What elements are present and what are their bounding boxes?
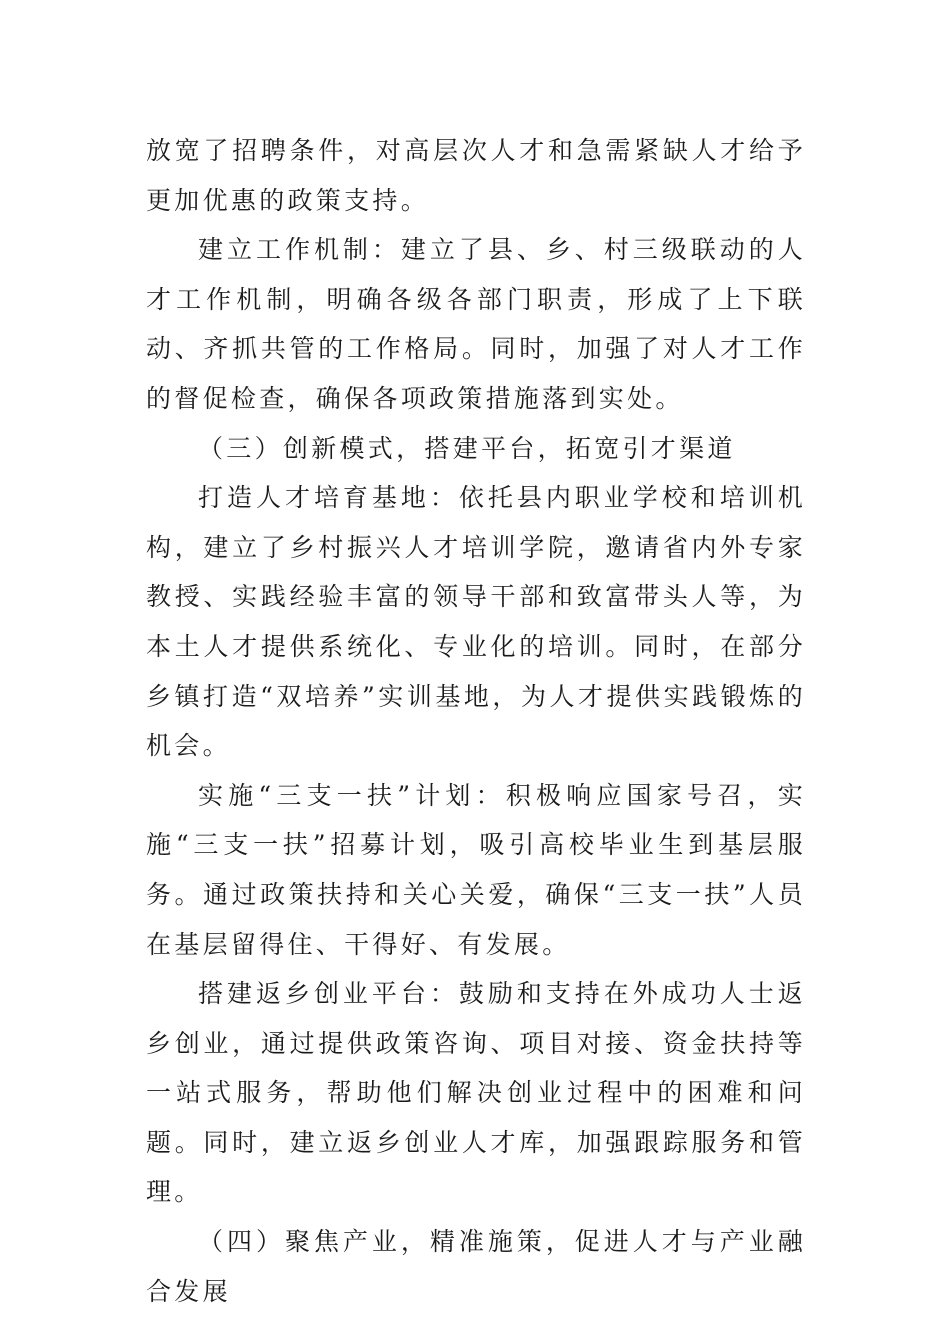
document-body bbox=[146, 126, 806, 1316]
paragraph-three-supports: 实施“三支一扶”计划：积极响应国家号召，实施“三支一扶”招募计划，吸引高校毕业生到基层服务。通过政策扶持和关心关爱，确保“三支一扶”人员在基层留得住、干得好、有发展。 bbox=[146, 780, 806, 959]
paragraph-work-mechanism: 建立工作机制：建立了县、乡、村三级联动的人才工作机制，明确各级各部门职责，形成了上下联动、齐抓共管的工作格局。同时，加强了对人才工作的督促检查，确保各项政策措施落到实处。 bbox=[146, 235, 806, 413]
section-heading-three: （三）创新模式，搭建平台，拓宽引才渠道 bbox=[198, 433, 736, 463]
paragraph-training-base: 打造人才培育基地：依托县内职业学校和培训机构，建立了乡村振兴人才培训学院，邀请省内外专家教授、实践经验丰富的领导干部和致富带头人等，为本土人才提供系统化、专业化的培训。同时，在部分乡镇打造“双培养”实训基地，为人才提供实践锻炼的机会。 bbox=[146, 483, 806, 761]
paragraph-continuation: 放宽了招聘条件，对高层次人才和急需紧缺人才给予更加优惠的政策支持。 bbox=[146, 136, 806, 215]
paragraph-return-entrepreneurship: 搭建返乡创业平台：鼓励和支持在外成功人士返乡创业，通过提供政策咨询、项目对接、资金扶持等一站式服务，帮助他们解决创业过程中的困难和问题。同时，建立返乡创业人才库，加强跟踪服务和管理。 bbox=[146, 979, 806, 1207]
section-heading-four: （四）聚焦产业，精准施策，促进人才与产业融合发展 bbox=[146, 1227, 806, 1306]
